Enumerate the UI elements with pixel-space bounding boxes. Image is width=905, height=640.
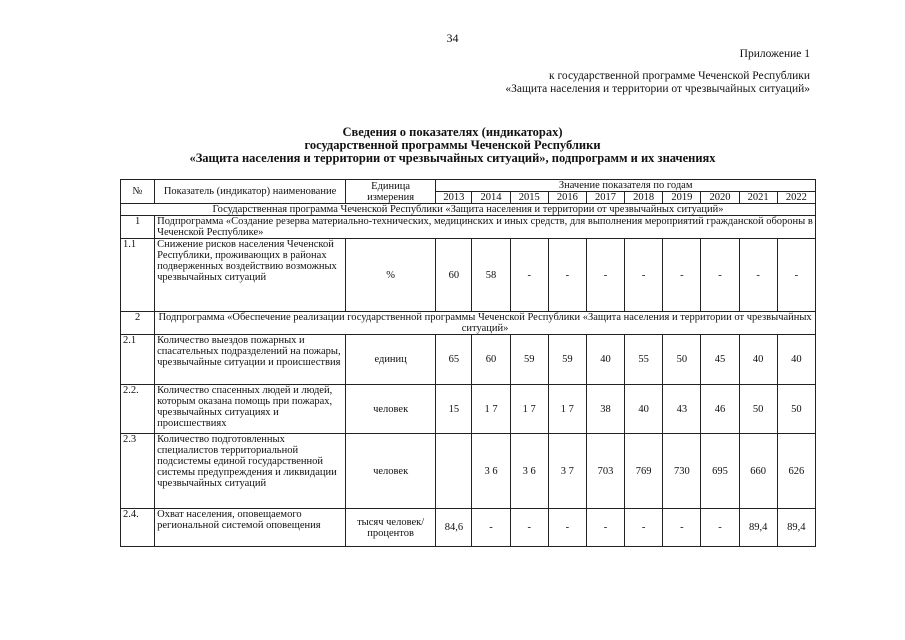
value-cell: 626 — [777, 434, 815, 509]
header-year: 2017 — [586, 192, 624, 204]
value-cell: - — [663, 239, 701, 312]
appendix-line-1: к государственной программе Чеченской Республики — [549, 69, 810, 82]
value-cell: - — [548, 509, 586, 547]
value-cell: - — [701, 509, 739, 547]
value-cell: 89,4 — [777, 509, 815, 547]
row-num: 1 — [121, 216, 155, 239]
header-year: 2016 — [548, 192, 586, 204]
value-cell: 60 — [472, 335, 510, 385]
value-cell: - — [510, 239, 548, 312]
value-cell: 3 6 — [472, 434, 510, 509]
value-cell: - — [625, 239, 663, 312]
indicator-name: Количество спасенных людей и людей, которым оказана помощь при пожарах, чрезвычайных ситуациях и происшествиях — [155, 385, 346, 434]
value-cell: 703 — [586, 434, 624, 509]
table-row — [121, 335, 816, 385]
appendix-line-2: «Защита населения и территории от чрезвычайных ситуаций» — [505, 83, 810, 95]
title-line-3: «Защита населения и территории от чрезвычайных ситуаций», подпрограмм и их значениях — [189, 151, 716, 165]
value-cell: 50 — [739, 385, 777, 434]
appendix-block — [505, 48, 810, 97]
indicators-table — [120, 179, 816, 547]
indicator-name: Количество подготовленных специалистов территориальной подсистемы единой государственной системы предупреждения и ликвидации чрезвычайных ситуаций — [155, 434, 346, 509]
value-cell: - — [586, 239, 624, 312]
indicator-name: Снижение рисков населения Чеченской Республики, проживающих в районах подверженных воздействию возможных чрезвычайных ситуаций — [155, 239, 346, 312]
value-cell: 59 — [510, 335, 548, 385]
value-cell: 38 — [586, 385, 624, 434]
value-cell: 58 — [472, 239, 510, 312]
subprogram-row — [121, 216, 816, 239]
indicator-name: Охват населения, оповещаемого региональной системой оповещения — [155, 509, 346, 547]
value-cell: 730 — [663, 434, 701, 509]
value-cell: 1 7 — [548, 385, 586, 434]
appendix-title: Приложение 1 — [739, 48, 810, 60]
header-year: 2015 — [510, 192, 548, 204]
value-cell: 84,6 — [436, 509, 472, 547]
value-cell: 40 — [586, 335, 624, 385]
subprogram-row — [121, 312, 816, 335]
value-cell: - — [777, 239, 815, 312]
unit-cell: человек — [345, 434, 435, 509]
value-cell: 40 — [625, 385, 663, 434]
table-row — [121, 239, 816, 312]
value-cell: 50 — [663, 335, 701, 385]
unit-cell: % — [345, 239, 435, 312]
header-year: 2019 — [663, 192, 701, 204]
value-cell: - — [701, 239, 739, 312]
header-year: 2020 — [701, 192, 739, 204]
value-cell: - — [510, 509, 548, 547]
document-title — [0, 126, 905, 165]
row-num: 2.1 — [121, 335, 155, 385]
unit-cell: тысяч человек/ процентов — [345, 509, 435, 547]
subprogram-title: Подпрограмма «Обеспечение реализации государственной программы Чеченской Республики «Защита населения и территории от чрезвычайных ситуаций» — [155, 312, 816, 335]
table-row — [121, 509, 816, 547]
value-cell: 46 — [701, 385, 739, 434]
value-cell: 50 — [777, 385, 815, 434]
header-num: № — [121, 180, 155, 204]
header-year: 2018 — [625, 192, 663, 204]
unit-cell: единиц — [345, 335, 435, 385]
value-cell: 89,4 — [739, 509, 777, 547]
value-cell: - — [548, 239, 586, 312]
value-cell: 40 — [777, 335, 815, 385]
program-title: Государственная программа Чеченской Республики «Защита населения и территории от чрезвычайных ситуаций» — [121, 204, 816, 216]
program-row — [121, 204, 816, 216]
value-cell: - — [586, 509, 624, 547]
row-num: 2 — [121, 312, 155, 335]
value-cell: - — [663, 509, 701, 547]
value-cell: 59 — [548, 335, 586, 385]
value-cell: - — [625, 509, 663, 547]
row-num: 2.4. — [121, 509, 155, 547]
value-cell: 3 6 — [510, 434, 548, 509]
table-row — [121, 385, 816, 434]
value-cell — [436, 434, 472, 509]
header-year: 2014 — [472, 192, 510, 204]
value-cell: 1 7 — [472, 385, 510, 434]
subprogram-title: Подпрограмма «Создание резерва материально-технических, медицинских и иных средств, для выполнения мероприятий гражданской обороны в Чеченской Республике» — [155, 216, 816, 239]
row-num: 2.3 — [121, 434, 155, 509]
value-cell: 43 — [663, 385, 701, 434]
header-indicator: Показатель (индикатор) наименование — [155, 180, 346, 204]
value-cell: 695 — [701, 434, 739, 509]
indicator-name: Количество выездов пожарных и спасательных подразделений на пожары, чрезвычайные ситуации и происшествия — [155, 335, 346, 385]
value-cell: 40 — [739, 335, 777, 385]
page-number: 34 — [446, 31, 459, 45]
value-cell: 660 — [739, 434, 777, 509]
header-year: 2021 — [739, 192, 777, 204]
value-cell: 55 — [625, 335, 663, 385]
row-num: 2.2. — [121, 385, 155, 434]
row-num: 1.1 — [121, 239, 155, 312]
unit-cell: человек — [345, 385, 435, 434]
value-cell: 1 7 — [510, 385, 548, 434]
header-values-group: Значение показателя по годам — [436, 180, 816, 192]
header-row-top — [121, 180, 816, 192]
header-year: 2013 — [436, 192, 472, 204]
header-year: 2022 — [777, 192, 815, 204]
value-cell: 65 — [436, 335, 472, 385]
value-cell: 60 — [436, 239, 472, 312]
header-unit: Единица измерения — [345, 180, 435, 204]
value-cell: - — [472, 509, 510, 547]
value-cell: - — [739, 239, 777, 312]
value-cell: 769 — [625, 434, 663, 509]
table-row — [121, 434, 816, 509]
value-cell: 15 — [436, 385, 472, 434]
value-cell: 45 — [701, 335, 739, 385]
value-cell: 3 7 — [548, 434, 586, 509]
title-line-1: Сведения о показателях (индикаторах) — [342, 125, 563, 139]
title-line-2: государственной программы Чеченской Республики — [304, 138, 601, 152]
